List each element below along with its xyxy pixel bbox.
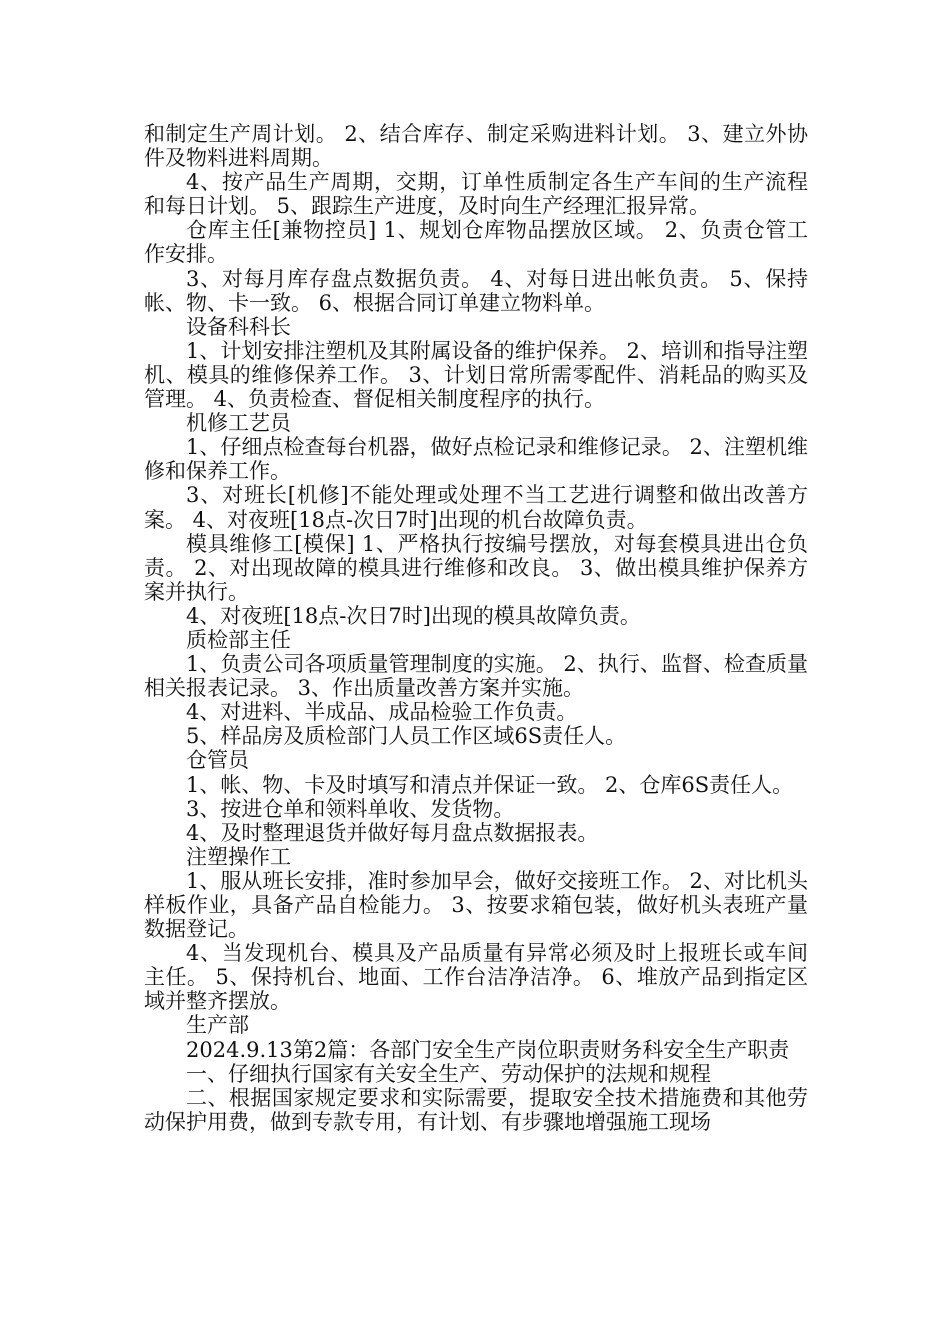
section-heading: 机修工艺员 <box>186 411 291 436</box>
paragraph: 3、对每月库存盘点数据负责。 4、对每日进出帐负责。 5、保持帐、物、卡一致。 6、根据合同订单建立物料单。 <box>144 266 808 315</box>
paragraph: 4、对进料、半成品、成品检验工作负责。 <box>186 700 578 725</box>
section-heading: 仓管员 <box>186 748 249 773</box>
section-heading: 生产部 <box>186 1013 249 1038</box>
paragraph: 4、对夜班[18点-次日7时]出现的模具故障负责。 <box>186 603 641 628</box>
paragraph: 4、当发现机台、模具及产品质量有异常必须及时上报班长或车间主任。 5、保持机台、地面、工作台洁净洁净。 6、堆放产品到指定区域并整齐摆放。 <box>144 941 808 1014</box>
paragraph: 3、按进仓单和领料单收、发货物。 <box>186 796 515 821</box>
paragraph: 1、仔细点检查每台机器，做好点检记录和维修记录。 2、注塑机维修和保养工作。 <box>144 435 808 484</box>
paragraph: 4、按产品生产周期，交期，订单性质制定各生产车间的生产流程和每日计划。 5、跟踪生产进度，及时向生产经理汇报异常。 <box>144 170 808 219</box>
paragraph: 二、根据国家规定要求和实际需要，提取安全技术措施费和其他劳动保护用费，做到专款专用，有计划、有步骤地增强施工现场 <box>144 1085 808 1134</box>
paragraph: 一、仔细执行国家有关安全生产、劳动保护的法规和规程 <box>186 1061 711 1086</box>
section-heading: 质检部主任 <box>186 627 291 652</box>
paragraph: 和制定生产周计划。 2、结合库存、制定采购进料计划。 3、建立外协件及物料进料周期。 <box>144 122 808 171</box>
article-title: 2024.9.13第2篇：各部门安全生产岗位职责财务科安全生产职责 <box>186 1037 790 1062</box>
paragraph: 1、负责公司各项质量管理制度的实施。 2、执行、监督、检查质量相关报表记录。 3、作出质量改善方案并实施。 <box>144 652 808 701</box>
section-heading: 设备科科长 <box>186 314 291 339</box>
section-heading: 注塑操作工 <box>186 844 291 869</box>
paragraph: 4、及时整理退货并做好每月盘点数据报表。 <box>186 820 599 845</box>
paragraph: 5、样品房及质检部门人员工作区域6S责任人。 <box>186 724 627 749</box>
paragraph: 3、对班长[机修]不能处理或处理不当工艺进行调整和做出改善方案。 4、对夜班[18点-次日7时]出现的机台故障负责。 <box>144 483 808 532</box>
paragraph: 仓库主任[兼物控员] 1、规划仓库物品摆放区域。 2、负责仓管工作安排。 <box>144 218 808 267</box>
paragraph: 1、计划安排注塑机及其附属设备的维护保养。 2、培训和指导注塑机、模具的维修保养工作。 3、计划日常所需零配件、消耗品的购买及管理。 4、负责检查、督促相关制度程序的执行。 <box>144 338 808 412</box>
paragraph: 模具维修工[模保] 1、严格执行按编号摆放，对每套模具进出仓负责。 2、对出现故障的模具进行维修和改良。 3、做出模具维护保养方案并执行。 <box>144 531 808 604</box>
document-body <box>144 122 808 1134</box>
paragraph: 1、服从班长安排，准时参加早会，做好交接班工作。 2、对比机头样板作业，具备产品自检能力。 3、按要求箱包装，做好机头表班产量数据登记。 <box>144 868 808 942</box>
paragraph: 1、帐、物、卡及时填写和清点并保证一致。 2、仓库6S责任人。 <box>186 772 794 797</box>
